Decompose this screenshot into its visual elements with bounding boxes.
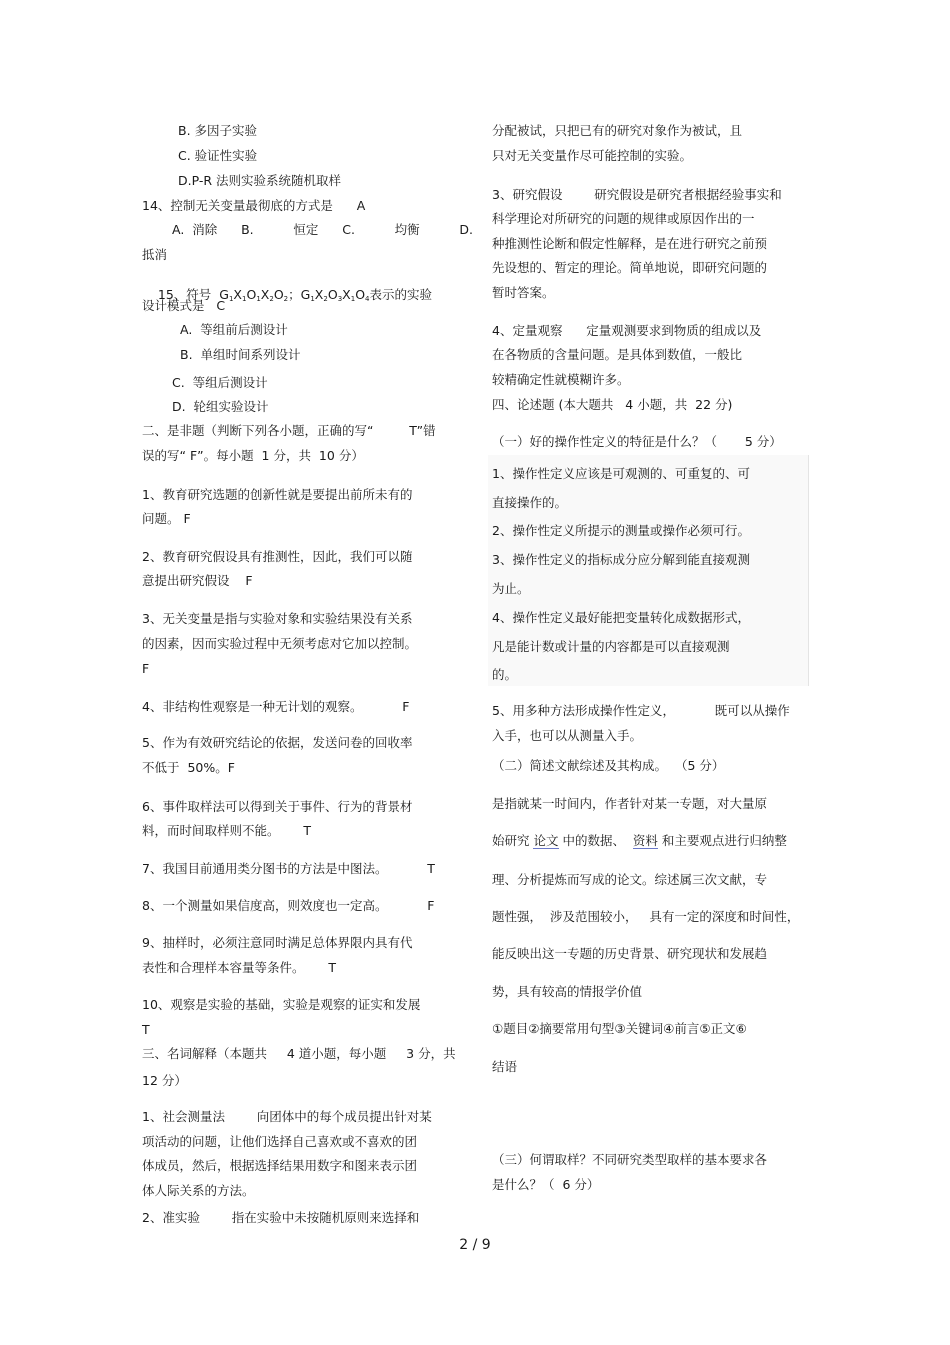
formula-sub: 1 [228,295,234,303]
answer-2-line-3: 理、分析提炼而写成的论文。综述属三次文献，专 [492,872,768,887]
term-1-cont-2: 体成员，然后，根据选择结果用数字和图来表示团 [142,1158,418,1173]
essay-question-3: （三）何谓取样？不同研究类型取样的基本要求各 [492,1152,768,1167]
answer-1-point-4-cont-1: 凡是能计数或计量的内容都是可以直接观测 [492,639,730,654]
answer-1-point-1-cont: 直接操作的。 [492,495,568,510]
option-d: D.P-R 法则实验系统随机取样 [178,173,342,188]
answer-1-point-5: 5、用多种方法形成操作性定义， 既可以从操作 [492,703,790,718]
answer-2-line-2 [492,833,787,848]
term-2-cont-2: 只对无关变量作尽可能控制的实验。 [492,148,693,163]
tf-item-10-answer: T [142,1022,150,1037]
answer-2-line-6: 势，具有较高的情报学价值 [492,984,643,999]
answer-1-point-1: 1、操作性定义应该是可观测的、可重复的、可 [492,466,750,481]
section-3-heading-cont: 12 分） [142,1073,187,1088]
formula-sub: 1 [350,295,356,303]
term-4: 4、定量观察 定量观测要求到物质的组成以及 [492,323,762,338]
term-4-cont-2: 较精确定性就模糊许多。 [492,372,630,387]
tf-item-8: 8、一个测量如果信度高，则效度也一定高。 F [142,898,435,913]
essay-question-2: （二）简述文献综述及其构成。 （5 分） [492,758,725,773]
formula-symbol: O [273,287,284,302]
answer-2-structure: ①题目②摘要常用句型③关键词④前言⑤正文⑥ [492,1021,747,1036]
option-b: B. 多因子实验 [178,123,258,138]
formula-tail: 表示的实验 [369,287,433,302]
question-14-options-cont: 抵消 [142,247,168,262]
answer-1-point-3-cont: 为止。 [492,581,530,596]
section-2-heading-cont: 误的写“ F”。每小题 1 分，共 10 分） [142,448,364,463]
answer-1-point-4: 4、操作性定义最好能把变量转化成数据形式， [492,610,750,625]
formula-sub: 2 [323,295,328,303]
question-15-option-c: C. 等组后测设计 [172,375,268,390]
formula-sub: 1 [310,295,315,303]
formula-symbol: O [355,287,366,302]
formula-sub: 2 [269,295,274,303]
term-3-cont-3: 先设想的、暂定的理论。简单地说，即研究问题的 [492,260,768,275]
formula-sub: 2 [283,295,289,303]
formula-separator: ；G [288,287,311,302]
term-1-cont-3: 体人际关系的方法。 [142,1183,255,1198]
term-3-cont-4: 暂时答案。 [492,285,555,300]
tf-item-5-cont: 不低于 50%。F [142,760,235,775]
question-15-option-b: B. 单组时间系列设计 [180,347,301,362]
term-4-cont-1: 在各物质的含量问题。是具体到数值，一般比 [492,347,743,362]
answer-2-line-4: 题性强， 涉及范围较小， 具有一定的深度和时间性， [492,909,800,924]
page-number: 2 / 9 [459,1237,491,1253]
question-14-options: A. 消除 B. 恒定 C. 均衡 D. [172,222,473,237]
term-1-cont-1: 项活动的问题，让他们选择自己喜欢或不喜欢的团 [142,1134,418,1149]
question-14: 14、控制无关变量最彻底的方式是 A [142,198,366,213]
answer-2-structure-cont: 结语 [492,1059,518,1074]
answer-1-point-2: 2、操作性定义所提示的测量或操作必须可行。 [492,523,750,538]
section-3-heading: 三、名词解释（本题共 4 道小题，每小题 3 分，共 [142,1046,456,1061]
link-ziliao[interactable]: 资料 [632,833,658,848]
formula-symbol: O [246,287,257,302]
answer-2-text: 中的数据、 [558,833,633,848]
term-2-cont-1: 分配被试，只把已有的研究对象作为被试，且 [492,123,743,138]
term-3-cont-2: 种推测性论断和假定性解释，是在进行研究之前预 [492,236,768,251]
formula-sub: 4 [365,295,370,303]
question-15-option-d: D. 轮组实验设计 [172,399,269,414]
tf-item-6-cont: 料，而时间取样则不能。 T [142,823,311,838]
formula-sub: 3 [337,295,343,303]
essay-question-3-cont: 是什么？（ 6 分） [492,1177,600,1192]
term-2: 2、准实验 指在实验中未按随机原则来选择和 [142,1210,420,1225]
answer-1-point-4-cont-2: 的。 [492,667,518,682]
formula-symbol: X [342,287,351,302]
option-c: C. 验证性实验 [178,148,258,163]
tf-item-10: 10、观察是实验的基础，实验是观察的证实和发展 [142,997,421,1012]
tf-item-6: 6、事件取样法可以得到关于事件、行为的背景材 [142,799,413,814]
tf-item-2-cont: 意提出研究假设 F [142,573,253,588]
question-15-prefix: 15、符号 G [157,287,229,302]
formula-symbol: X [233,287,242,302]
formula-sub: 1 [242,295,247,303]
section-4-heading: 四、论述题 (本大题共 4 小题，共 22 分) [492,397,733,412]
tf-item-1: 1、教育研究选题的创新性就是要提出前所未有的 [142,487,413,502]
tf-item-5: 5、作为有效研究结论的依据，发送问卷的回收率 [142,735,413,750]
tf-item-7: 7、我国目前通用类分图书的方法是中图法。 T [142,861,435,876]
answer-2-line-5: 能反映出这一专题的历史背景、研究现状和发展趋 [492,946,768,961]
tf-item-3: 3、无关变量是指与实验对象和实验结果没有关系 [142,611,413,626]
answer-1-point-5-cont: 入手，也可以从测量入手。 [492,728,643,743]
question-15-option-a: A. 等组前后测设计 [180,322,288,337]
tf-item-3-cont: 的因素，因而实验过程中无须考虑对它加以控制。 [142,636,418,651]
question-15-line2: 设计模式是 C [142,298,226,313]
tf-item-2: 2、教育研究假设具有推测性，因此，我们可以随 [142,549,413,564]
tf-item-9: 9、抽样时，必须注意同时满足总体界限内具有代 [142,935,413,950]
section-2-heading: 二、是非题（判断下列各小题，正确的写“ T”错 [142,423,436,438]
answer-2-text: 和主要观点进行归纳整 [657,833,787,848]
formula-symbol: X [260,287,270,302]
essay-question-1: （一）好的操作性定义的特征是什么？（ 5 分） [492,434,782,449]
tf-item-1-cont: 问题。 F [142,511,191,526]
answer-2-text: 始研究 [492,833,534,848]
link-lunwen[interactable]: 论文 [533,833,559,848]
formula-symbol: X [314,287,324,302]
term-1: 1、社会测量法 向团体中的每个成员提出针对某 [142,1109,432,1124]
formula-symbol: O [327,287,338,302]
term-3-cont-1: 科学理论对所研究的问题的规律或原因作出的一 [492,211,755,226]
tf-item-4: 4、非结构性观察是一种无计划的观察。 F [142,699,410,714]
tf-item-3-answer: F [142,661,150,676]
formula-sub: 1 [256,295,261,303]
answer-2-line-1: 是指就某一时间内，作者针对某一专题，对大量原 [492,796,768,811]
answer-1-point-3: 3、操作性定义的指标成分应分解到能直接观测 [492,552,750,567]
tf-item-9-cont: 表性和合理样本容量等条件。 T [142,960,336,975]
term-3: 3、研究假设 研究假设是研究者根据经验事实和 [492,187,782,202]
